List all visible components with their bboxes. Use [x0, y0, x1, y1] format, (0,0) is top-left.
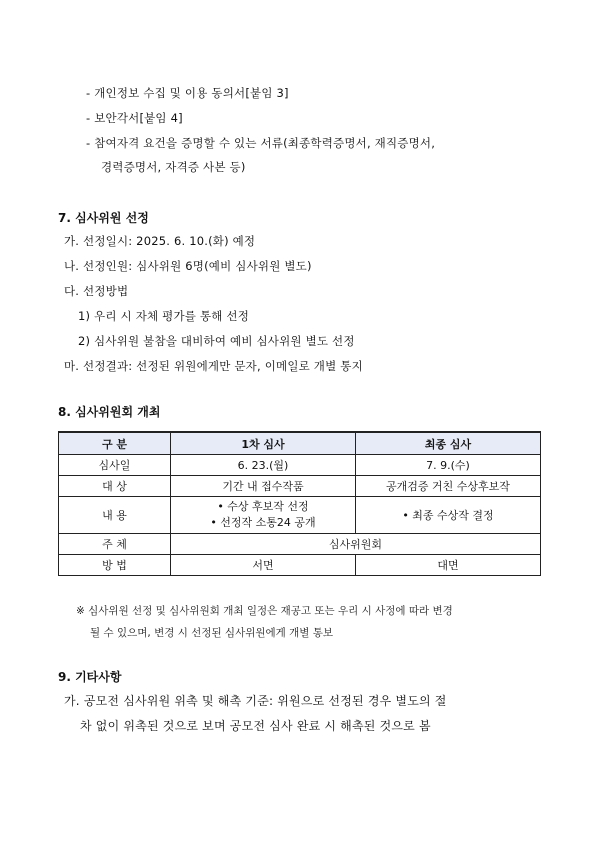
- attachment-item-continued: 경력증명서, 자격증 사본 등): [101, 160, 246, 174]
- content-bullet: • 선정작 소통24 공개: [210, 516, 316, 529]
- row-label: 방 법: [59, 555, 171, 576]
- header-final-review: 최종 심사: [356, 432, 541, 455]
- table-row: [59, 476, 541, 497]
- attachment-item: - 참여자격 요건을 증명할 수 있는 서류(최종학력증명서, 재직증명서,: [86, 136, 436, 150]
- first-review-date: 6. 23.(월): [171, 455, 356, 476]
- row-label: 내 용: [59, 497, 171, 534]
- table-header-row: [59, 432, 541, 455]
- final-review-date: 7. 9.(수): [356, 455, 541, 476]
- table-row: [59, 534, 541, 555]
- header-first-review: 1차 심사: [171, 432, 356, 455]
- host-value: 심사위원회: [171, 534, 541, 555]
- table-row: [59, 497, 541, 534]
- attachment-item: - 개인정보 수집 및 이용 동의서[붙임 3]: [86, 86, 289, 100]
- table-row: [59, 555, 541, 576]
- section-7-item: 마. 선정결과: 선정된 위원에게만 문자, 이메일로 개별 통지: [64, 359, 363, 373]
- first-review-content: [171, 497, 356, 534]
- section-7-subitem: 2) 심사위원 불참을 대비하여 예비 심사위원 별도 선정: [78, 334, 355, 348]
- section-9-item: 가. 공모전 심사위원 위촉 및 해촉 기준: 위원으로 선정된 경우 별도의 절: [64, 694, 447, 708]
- first-review-target: 기간 내 접수작품: [171, 476, 356, 497]
- final-review-content: • 최종 수상작 결정: [356, 497, 541, 534]
- row-label: 심사일: [59, 455, 171, 476]
- schedule-note: ※ 심사위원 선정 및 심사위원회 개최 일정은 재공고 또는 우리 시 사정에 따라 변경: [76, 605, 453, 617]
- attachment-item: - 보안각서[붙임 4]: [86, 111, 183, 125]
- section-9-title: 9. 기타사항: [58, 670, 122, 684]
- row-label: 대 상: [59, 476, 171, 497]
- section-7-title: 7. 심사위원 선정: [58, 211, 149, 225]
- section-7-item: 가. 선정일시: 2025. 6. 10.(화) 예정: [64, 234, 256, 248]
- section-8-title: 8. 심사위원회 개최: [58, 405, 161, 419]
- content-bullet: • 수상 후보작 선정: [217, 500, 309, 513]
- section-7-item: 다. 선정방법: [64, 284, 129, 298]
- section-7-item: 나. 선정인원: 심사위원 6명(예비 심사위원 별도): [64, 259, 312, 273]
- schedule-note-continued: 될 수 있으며, 변경 시 선정된 심사위원에게 개별 통보: [90, 627, 334, 639]
- review-schedule-table: [58, 431, 541, 576]
- table-row: [59, 455, 541, 476]
- first-review-method: 서면: [171, 555, 356, 576]
- row-label: 주 체: [59, 534, 171, 555]
- section-9-item-continued: 차 없이 위촉된 것으로 보며 공모전 심사 완료 시 해촉된 것으로 봄: [80, 719, 431, 733]
- header-category: 구 분: [59, 432, 171, 455]
- final-review-target: 공개검증 거친 수상후보작: [356, 476, 541, 497]
- final-review-method: 대면: [356, 555, 541, 576]
- section-7-subitem: 1) 우리 시 자체 평가를 통해 선정: [78, 309, 250, 323]
